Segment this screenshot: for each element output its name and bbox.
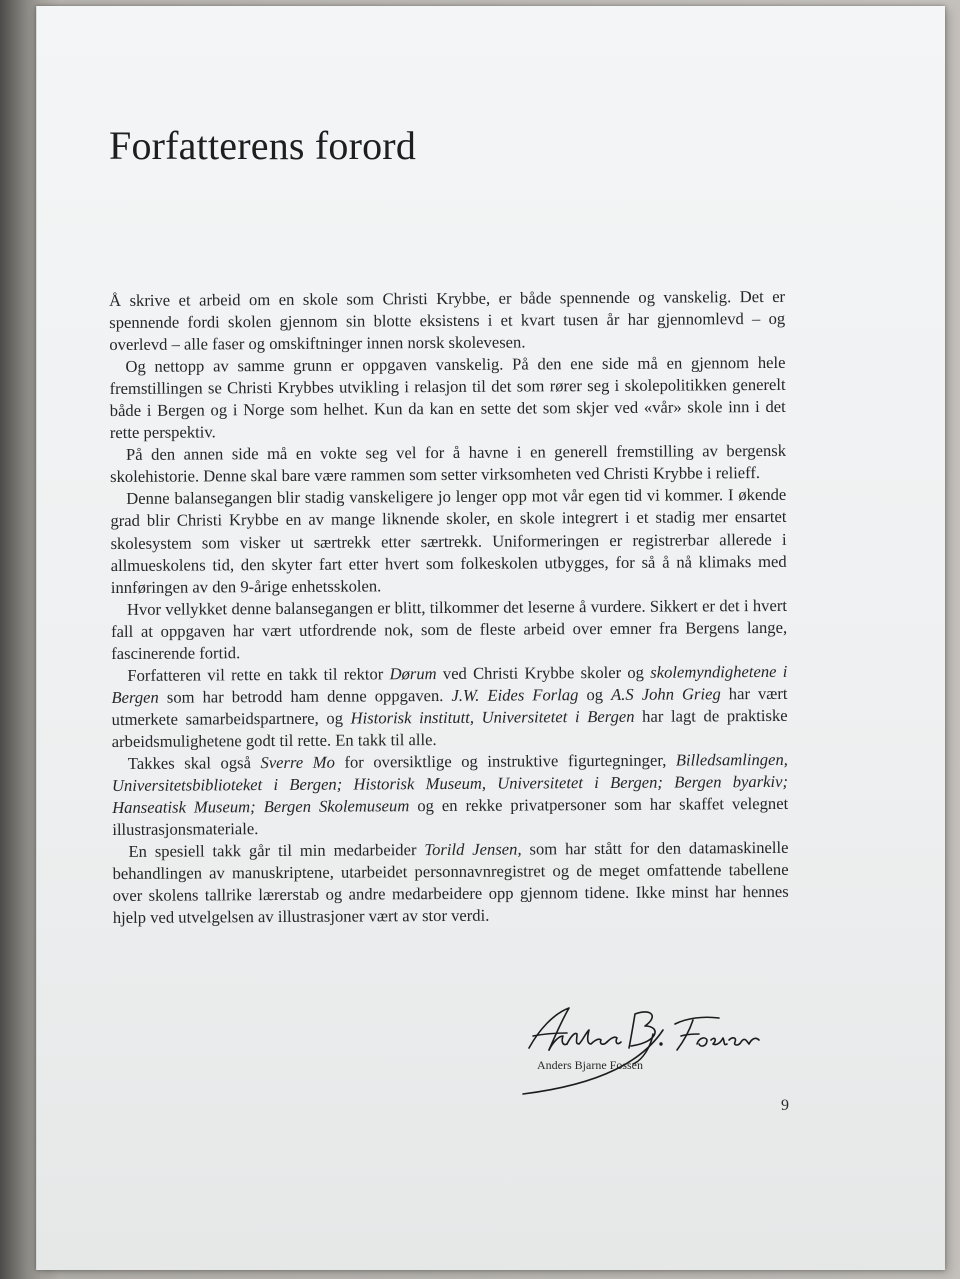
paragraph-4: [110, 484, 787, 598]
text-run: ved Christi Krybbe skoler og: [436, 662, 651, 683]
text-run: og: [578, 684, 612, 704]
paragraph-2: [109, 352, 786, 444]
paragraph-8: [112, 837, 789, 929]
text-run: har lagt de praktiske arbeidsmulighetene godt til rette. En takk til alle.: [111, 705, 788, 751]
text-run: for oversiktlige og instruktive figurtegninger,: [334, 750, 676, 772]
italic-name: Historisk institutt, Universitetet i Bergen: [350, 706, 635, 728]
signature-block: [483, 1000, 763, 1100]
signer-name: Anders Bjarne Fossen: [537, 1058, 643, 1072]
italic-name: Billedsamlingen, Universitetsbiblioteket i Bergen; Historisk Museum, Universitetet i Bergen; Bergen byarkiv; Hanseatisk Museum; Bergen Skolemuseum: [111, 749, 789, 818]
page-content: [37, 6, 945, 1270]
text-run: og en rekke privatpersoner som har skaffet velegnet illustrasjonsmateriale.: [112, 793, 789, 840]
text-run: Og nettopp av samme grunn er oppgaven vanskelig. På den ene side må en gjennom hele fremstillingen se Christi Krybbes utvikling i relasjon til det som rører seg i skolepolitikken generelt både i Bergen og i Norge som helhet. Kun da kan en sette det som skjer ved «vår» skole inn i det rette perspektiv.: [109, 353, 786, 443]
text-run: som har betrodd ham denne oppgaven.: [158, 685, 452, 707]
book-page: [36, 6, 945, 1270]
paragraph-6: [111, 661, 788, 753]
text-run: Takkes skal også: [127, 753, 261, 773]
paragraph-3: [110, 440, 786, 488]
italic-name: Dørum: [389, 663, 437, 684]
paragraph-7: [112, 749, 789, 841]
paragraph-5: [111, 595, 787, 665]
italic-name: skolemyndighetene i Bergen: [111, 661, 788, 707]
paragraph-1: [109, 286, 785, 356]
text-run: som har stått for den datamaskinelle behandlingen av manuskriptene, utarbeidet personnavnregistret og de meget omfattende tabellene over skolens tallrike lærerstab og andre medarbeidere opp gjennom tidene. Ikke minst har hennes hjelp ved utvelgelsen av illustrasjoner vært av stor verdi.: [112, 838, 789, 928]
text-run: har vært utmerkete samarbeidspartnere, og: [111, 683, 788, 729]
text-run: På den annen side må en vokte seg vel for å havne i en generell fremstilling av bergensk skolehistorie. Denne skal bare være rammen som setter virksomheten ved Christi Krybbe i relieff.: [110, 441, 787, 487]
italic-name: Sverre Mo: [260, 752, 335, 773]
handwritten-signature: [483, 1000, 763, 1100]
text-run: Å skrive et arbeid om en skole som Christi Krybbe, er både spennende og vanskelig. Det er spennende fordi skolen gjennom sin blotte eksistens i et kvart tusen år har gjennomlevd – og overlevd – alle faser og omskiftninger innen norsk skolevesen.: [109, 286, 786, 355]
book-spine: [0, 0, 40, 1279]
italic-name: Torild Jensen,: [424, 839, 522, 860]
preface-body: [109, 286, 789, 929]
page-number: 9: [781, 1097, 789, 1114]
italic-name: A.S John Grieg: [611, 684, 721, 704]
text-run: Forfatteren vil rette en takk til rektor: [127, 664, 390, 685]
text-run: Hvor vellykket denne balansegangen er blitt, tilkommer det leserne å vurdere. Sikkert er det i hvert fall at oppgaven har vært utfordrende nok, som de fleste arbeid over emner fra Bergens lange, fascinerende fortid.: [111, 595, 788, 663]
text-run: Denne balansegangen blir stadig vanskeligere jo lenger opp mot vår egen tid vi kommer. I økende grad blir Christi Krybbe en av mange liknende skoler, en skole integrert i et stadig mer ensartet skolesystem som visker ut særtrekk etter særtrekk. Uniformeringen er registrerbar allerede i allmueskolens tid, den skyter fart etter hvert som folkeskolen utbygges, for så å nå klimaks med innføringen av den 9-årige enhetsskolen.: [110, 485, 787, 597]
text-run: En spesiell takk går til min medarbeider: [128, 840, 425, 862]
italic-name: J.W. Eides Forlag: [451, 684, 579, 705]
page-title: Forfatterens forord: [109, 123, 417, 168]
